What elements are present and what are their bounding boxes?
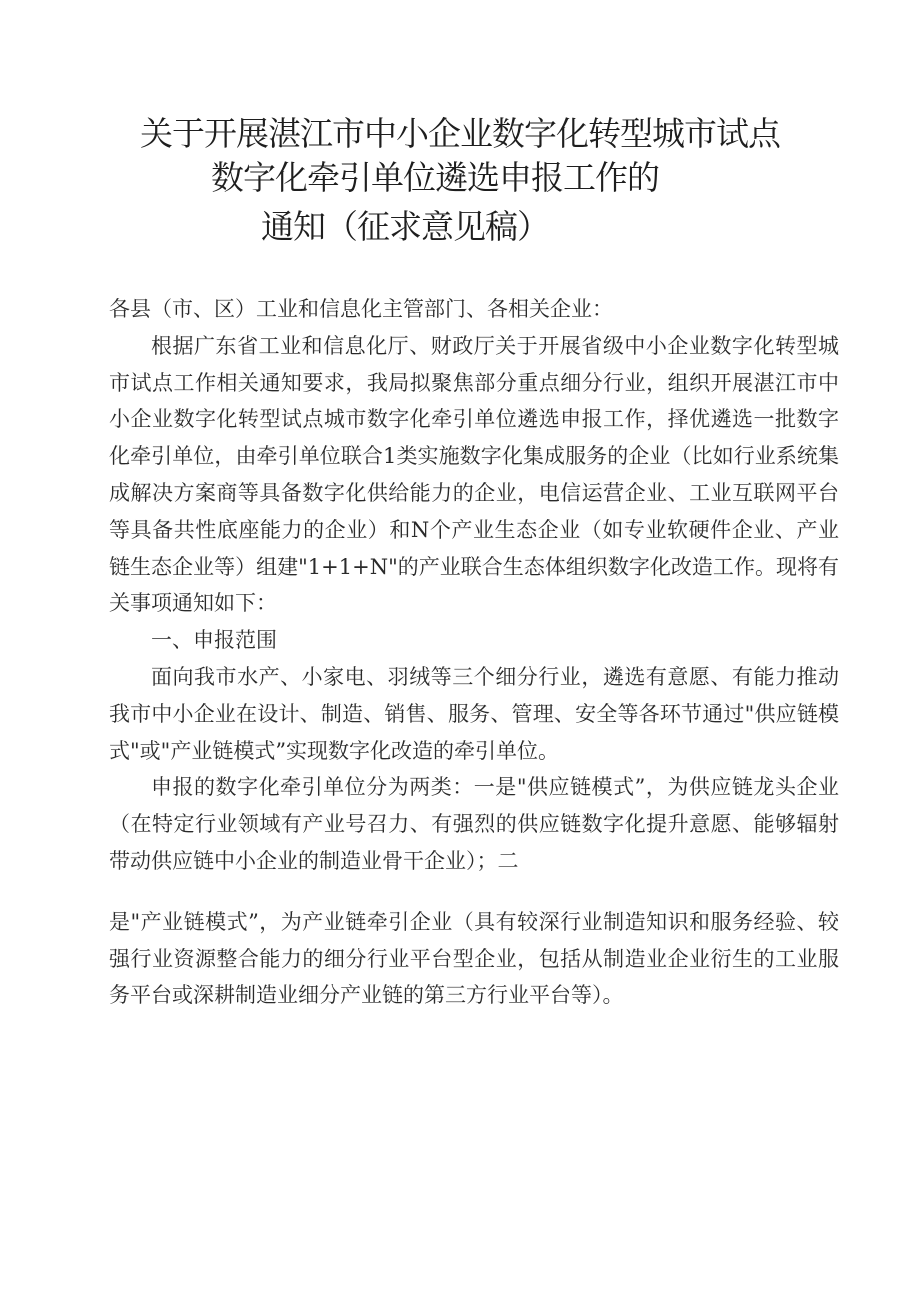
section-heading-scope: 一、申报范围 — [151, 628, 277, 653]
salutation: 各县（市、区）工业和信息化主管部门、各相关企业： — [109, 297, 613, 321]
title-line-3: 通知（征求意见稿） — [261, 207, 549, 246]
title-line-1: 关于开展湛江市中小企业数字化转型城市试点 — [140, 114, 780, 153]
types-paragraph-part1: 申报的数字化牵引单位分为两类：一是"供应链模式”，为供应链龙头企业（在特定行业领域有产业号召力、有强烈的供应链数字化提升意愿、能够辐射带动供应链中小企业的制造业骨干企业）；二 — [109, 775, 839, 873]
title-line-2: 数字化牵引单位遴选申报工作的 — [211, 158, 659, 197]
document-body — [109, 291, 839, 1014]
scope-paragraph: 面向我市水产、小家电、羽绒等三个细分行业，遴选有意愿、有能力推动我市中小企业在设计、制造、销售、服务、管理、安全等各环节通过"供应链模式"或"产业链模式”实现数字化改造的牵引单位。 — [109, 664, 839, 763]
document-title — [0, 112, 920, 249]
intro-paragraph: 根据广东省工业和信息化厅、财政厅关于开展省级中小企业数字化转型城市试点工作相关通知要求，我局拟聚焦部分重点细分行业，组织开展湛江市中小企业数字化转型试点城市数字化牵引单位遴选申报工作，择优遴选一批数字化牵引单位，由牵引单位联合1类实施数字化集成服务的企业（比如行业系统集成解决方案商等具备数字化供给能力的企业，电信运营企业、工业互联网平台等具备共性底座能力的企业）和N个产业生态企业（如专业软硬件企业、产业链生态企业等）组建"1+1+N"的产业联合生态体组织数字化改造工作。现将有关事项通知如下： — [109, 333, 839, 616]
types-paragraph-part2: 是"产业链模式”，为产业链牵引企业（具有较深行业制造知识和服务经验、较强行业资源整合能力的细分行业平台型企业，包括从制造业企业衍生的工业服务平台或深耕制造业细分产业链的第三方行业平台等）。 — [109, 909, 839, 1008]
